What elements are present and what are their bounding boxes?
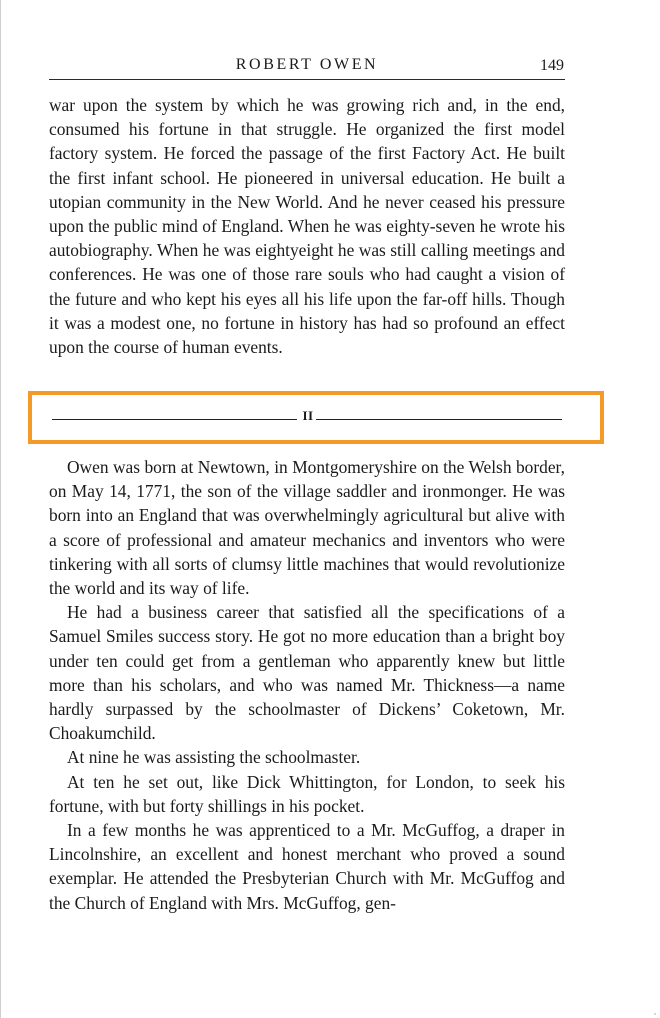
paragraph: Owen was born at Newtown, in Montgomeryshire on the Welsh border, on May 14, 1771, the son of the village saddler and ironmonger. He was born into an England that was overwhelmingly agricultural but alive with a score of professional and amateur mechanics and inventors who were tinkering with all sorts of clumsy little machines that would revolutionize the world and its way of life. <box>49 457 565 599</box>
paragraph: At ten he set out, like Dick Whittington, for London, to seek his fortune, with but forty shillings in his pocket. <box>49 771 565 816</box>
paragraph: At nine he was assisting the schoolmaster. <box>67 747 361 768</box>
page-left-edge <box>0 0 1 1018</box>
section-break-right-rule <box>316 419 562 420</box>
paragraph: He had a business career that satisfied all the specifications of a Samuel Smiles success story. He got no more education than a bright boy under ten could get from a gentleman who apparently knew but little more than his scholars, and who was named Mr. Thickness—a name hardly surpassed by the schoolmaster of Dickens’ Coketown, Mr. Choakumchild. <box>49 602 565 744</box>
body-text-after-break <box>49 455 565 915</box>
body-text-before-break <box>49 93 565 359</box>
section-break-highlight <box>28 391 604 444</box>
section-numeral: II <box>302 408 314 423</box>
page-corner-mark <box>654 1013 656 1015</box>
paragraph: war upon the system by which he was growing rich and, in the end, consumed his fortune in that struggle. He organized the first model factory system. He forced the passage of the first Factory Act. He built the first infant school. He pioneered in universal education. He built a utopian community in the New World. And he never ceased his pressure upon the public mind of England. When he was eighty-seven he wrote his autobiography. When he was eightyeight he was still calling meetings and conferences. He was one of those rare souls who had caught a vision of the future and who kept his eyes all his life upon the far-off hills. Though it was a modest one, no fortune in history has had so profound an effect upon the course of human events. <box>49 95 565 358</box>
header-rule <box>49 79 565 80</box>
section-break-left-rule <box>52 419 297 420</box>
running-head: ROBERT OWEN <box>235 56 379 73</box>
paragraph: In a few months he was apprenticed to a Mr. McGuffog, a draper in Lincolnshire, an excellent and honest merchant who proved a sound exemplar. He attended the Presbyterian Church with Mr. McGuffog and the Church of England with Mrs. McGuffog, gen- <box>49 820 565 913</box>
page-header <box>49 56 565 78</box>
page-number: 149 <box>540 57 564 74</box>
